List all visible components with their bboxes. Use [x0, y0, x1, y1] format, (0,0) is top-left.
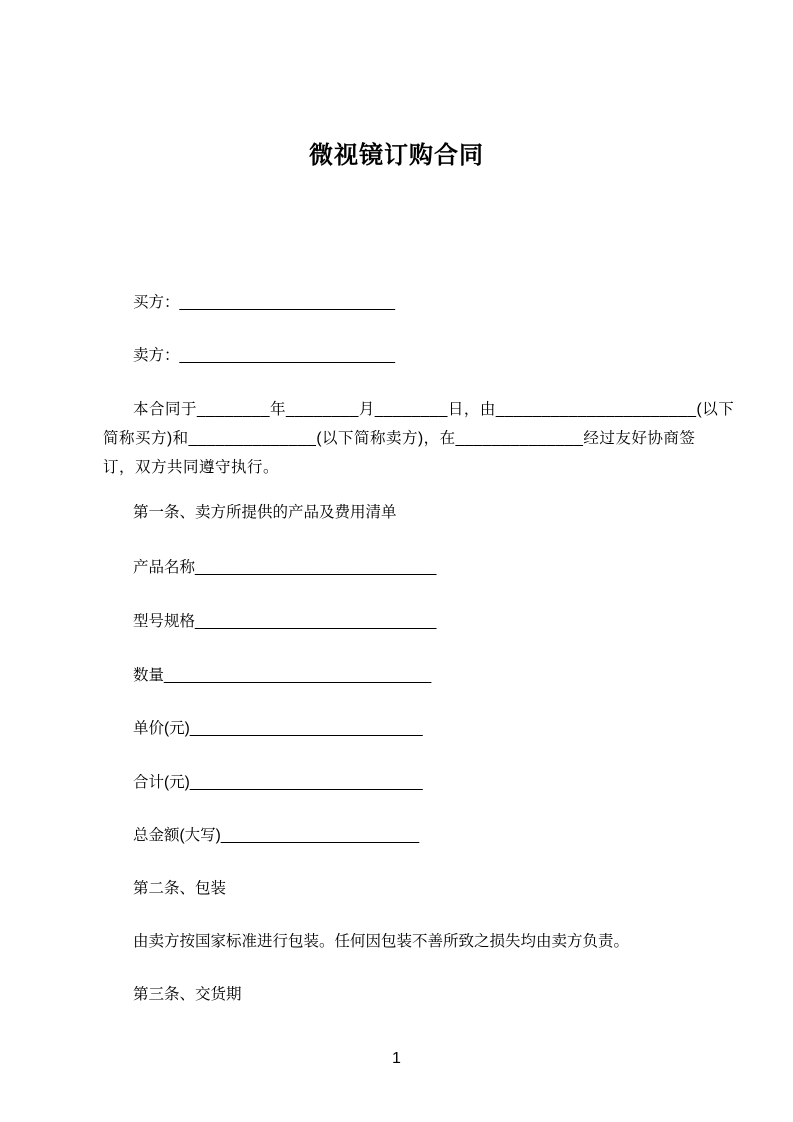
field-label: 数量	[133, 667, 165, 684]
document-title: 微视镜订购合同	[309, 142, 484, 169]
intro-line: 简称买方)和______________(以下简称卖方)，在______________经过友好协商签	[103, 430, 696, 447]
buyer-blank-line: _________________________	[179, 294, 396, 311]
article2-body: 由卖方按国家标准进行包装。任何因包装不善所致之损失均由卖方负责。	[133, 933, 630, 950]
seller-blank-line: _________________________	[179, 347, 396, 364]
field-product-name	[103, 558, 703, 578]
field-label: 总金额(大写)	[133, 827, 221, 844]
field-model-spec	[103, 612, 703, 632]
intro-line: 订，双方共同遵守执行。	[103, 459, 280, 476]
buyer-label: 买方：	[133, 294, 180, 311]
field-label: 合计(元)	[133, 774, 190, 791]
field-blank-line: ____________________________	[195, 613, 437, 630]
seller-label: 卖方：	[133, 347, 180, 364]
field-label: 型号规格	[133, 613, 196, 630]
seller-line	[103, 346, 703, 366]
field-quantity	[103, 666, 703, 686]
intro-line: 本合同于________年________月________日，由______________________(以下	[133, 401, 735, 418]
article1-heading: 第一条、卖方所提供的产品及费用清单	[133, 504, 397, 521]
field-label: 产品名称	[133, 559, 196, 576]
article3-heading: 第三条、交货期	[133, 986, 242, 1003]
buyer-line	[103, 293, 703, 313]
field-blank-line: ___________________________	[189, 720, 423, 737]
field-blank-line: ____________________________	[195, 559, 437, 576]
field-blank-line: _______________________________	[164, 667, 432, 684]
article2-heading: 第二条、包装	[133, 880, 227, 897]
intro-paragraph	[103, 395, 735, 482]
field-unit-price	[103, 719, 703, 739]
field-blank-line: ___________________________	[189, 774, 423, 791]
page-number: 1	[392, 1050, 401, 1067]
field-label: 单价(元)	[133, 720, 190, 737]
field-total-amount-words	[103, 826, 703, 846]
field-blank-line: _______________________	[220, 827, 420, 844]
field-total-price	[103, 773, 703, 793]
